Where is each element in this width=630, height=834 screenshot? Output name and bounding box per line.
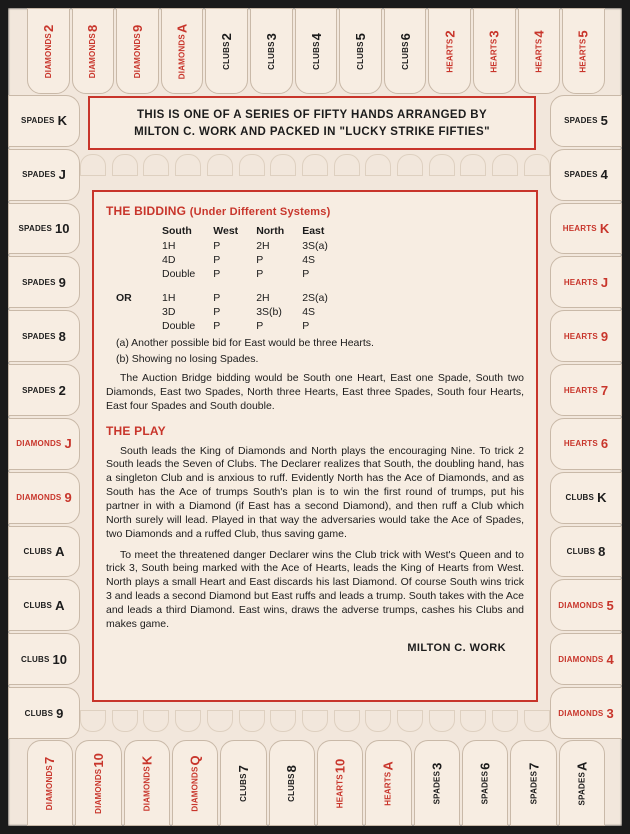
scallop-notch — [239, 154, 265, 176]
card-tab[interactable] — [428, 8, 471, 94]
card-tab[interactable] — [462, 740, 508, 826]
bidding-cell-south: Double — [162, 320, 196, 332]
tab-rank-label: 5 — [576, 29, 592, 38]
tab-rank-label: Q — [187, 754, 203, 765]
card-tab[interactable] — [384, 8, 427, 94]
bidding-or-col-header — [114, 224, 160, 239]
bidding-header-row — [114, 224, 344, 239]
tab-rank-label: 4 — [531, 29, 547, 38]
bridge-hand-card — [8, 8, 622, 826]
scallop-notch — [334, 710, 360, 732]
bidding-cell-north: P — [256, 320, 264, 332]
bidding-or-cell: OR — [116, 292, 132, 304]
tab-suit-label: CLUBS — [238, 772, 248, 802]
card-tab[interactable] — [559, 740, 605, 826]
tab-suit-label: CLUBS — [266, 40, 276, 70]
tab-suit-label: CLUBS — [23, 600, 53, 610]
scallop-notch — [302, 710, 328, 732]
card-tab[interactable] — [8, 95, 80, 147]
card-tab[interactable] — [8, 310, 80, 362]
bidding-cell-west: P — [213, 306, 221, 318]
tab-rank-label: 8 — [58, 328, 66, 344]
card-tab[interactable] — [27, 740, 73, 826]
auction-bridge-paragraph: The Auction Bridge bidding would be South one Heart, East one Spade, South two Diamonds, East two Spades, North three Hearts, East three Spades, South four Hearts, East four Spades and South double. — [106, 372, 524, 412]
bidding-row — [114, 239, 344, 253]
tab-rank-label: 10 — [332, 758, 348, 773]
card-tab[interactable] — [414, 740, 460, 826]
bidding-cell-east: 3S(a) — [302, 240, 328, 252]
scallop-notch — [524, 710, 550, 732]
card-tab[interactable] — [8, 687, 80, 739]
author-signature: MILTON C. WORK — [407, 641, 506, 654]
card-tab[interactable] — [550, 633, 622, 685]
card-tab[interactable] — [550, 472, 622, 524]
tab-rank-label: 9 — [130, 24, 146, 32]
scallop-notch — [365, 710, 391, 732]
bidding-note-b: (b) Showing no losing Spades. — [116, 353, 259, 365]
tab-suit-label: DIAMONDS — [177, 33, 187, 79]
bidding-col-west: West — [213, 225, 239, 237]
tab-column-left — [8, 94, 80, 740]
tab-rank-label: A — [55, 544, 65, 560]
card-tab[interactable] — [124, 740, 170, 826]
bidding-heading — [106, 204, 524, 218]
tab-suit-label: HEARTS — [534, 38, 544, 73]
tab-suit-label: SPADES — [22, 170, 56, 180]
tab-rank-label: J — [58, 167, 66, 183]
tab-suit-label: CLUBS — [400, 40, 410, 70]
card-tab[interactable] — [116, 8, 159, 94]
card-tab[interactable] — [8, 526, 80, 578]
tab-rank-label: 8 — [284, 764, 300, 772]
tab-suit-label: SPADES — [432, 770, 442, 804]
bidding-or-cell — [114, 239, 160, 253]
tab-column-right — [550, 94, 622, 740]
tab-suit-label: SPADES — [577, 771, 587, 805]
tab-rank-label: A — [380, 760, 396, 771]
tab-suit-label: HEARTS — [383, 771, 393, 806]
bidding-col-south: South — [162, 225, 192, 237]
scallop-divider-top — [80, 154, 550, 176]
bidding-row — [114, 253, 344, 267]
bidding-or-cell — [114, 305, 160, 319]
bidding-cell-east: P — [302, 320, 310, 332]
tab-rank-label: 3 — [606, 705, 614, 721]
card-tab[interactable] — [550, 579, 622, 631]
scallop-notch — [302, 154, 328, 176]
scallop-divider-bottom — [80, 710, 550, 732]
tab-suit-label: DIAMONDS — [16, 493, 62, 503]
tab-rank-label: J — [600, 274, 609, 290]
card-inner — [80, 94, 550, 740]
card-tab[interactable] — [550, 364, 622, 416]
card-tab[interactable] — [550, 149, 622, 201]
card-tab[interactable] — [172, 740, 218, 826]
tab-suit-label: SPADES — [528, 770, 538, 804]
bidding-row-spacer — [114, 281, 344, 291]
bidding-cell-west: P — [213, 254, 221, 266]
tab-rank-label: 6 — [397, 32, 413, 40]
card-tab[interactable] — [550, 526, 622, 578]
tab-rank-label: 4 — [600, 167, 608, 183]
tab-suit-label: SPADES — [564, 116, 598, 126]
tab-rank-label: 10 — [52, 651, 68, 667]
play-paragraph-1: South leads the King of Diamonds and North plays the encouraging Nine. To trick 2 South leads the Seven of Clubs. The Declarer realizes that South, the doubling hand, has a singleton Club and is anxious to ruff. Evidently North has the Ace of Diamonds, and as South has the Ace of trumps South's plan is to win the first round of trumps, put his partner in with a Diamond (if East has a second Diamond), and then ruff a Club which North surely will lead. Played in that way the adversaries would take the Ace of Spades, two Diamonds and a ruffed Club, thus saving game. — [106, 444, 524, 540]
tab-rank-label: 4 — [606, 651, 614, 667]
card-tab[interactable] — [550, 95, 622, 147]
bidding-cell-south: 3D — [162, 306, 176, 318]
tab-suit-label: HEARTS — [489, 38, 499, 73]
tab-suit-label: SPADES — [22, 331, 56, 341]
spacer-cell — [114, 281, 344, 291]
card-tab[interactable] — [8, 579, 80, 631]
tab-suit-label: DIAMONDS — [190, 765, 200, 812]
card-tab[interactable] — [562, 8, 605, 94]
bidding-cell-north: P — [256, 268, 264, 280]
scallop-notch — [239, 710, 265, 732]
tab-suit-label: CLUBS — [311, 40, 321, 70]
card-tab[interactable] — [550, 310, 622, 362]
tab-suit-label: CLUBS — [565, 493, 595, 503]
card-tab[interactable] — [365, 740, 411, 826]
tab-rank-label: 5 — [353, 32, 369, 40]
tab-rank-label: 5 — [606, 597, 614, 613]
tab-suit-label: HEARTS — [335, 773, 345, 808]
tab-rank-label: A — [55, 597, 65, 613]
card-tab[interactable] — [27, 8, 70, 94]
tab-rank-label: 2 — [58, 382, 66, 398]
bidding-cell-south: 1H — [162, 240, 176, 252]
tab-suit-label: CLUBS — [24, 708, 54, 718]
scallop-notch — [207, 710, 233, 732]
tab-rank-label: 9 — [600, 328, 609, 344]
tab-suit-label: SPADES — [18, 224, 53, 234]
tab-suit-label: SPADES — [21, 116, 55, 126]
card-tab[interactable] — [205, 8, 248, 94]
bidding-cell-south: 4D — [162, 254, 176, 266]
tab-rank-label: A — [574, 761, 590, 771]
scallop-notch — [143, 154, 169, 176]
play-paragraph-2: To meet the threatened danger Declarer wins the Club trick with West's Queen and to trick 3, South being marked with the Ace of Hearts, leads the King of Hearts from West. North plays a small Heart and East discards his last Diamond. Of course South wins trick 3 and leads a second Diamond but East ruffs and leads a trump. South takes with the Ace and leads a third Diamond. East wins, draws the adverse trumps, cashes his Clubs and makes game. — [106, 548, 524, 630]
tab-rank-label: 3 — [429, 762, 445, 770]
tab-suit-label: CLUBS — [23, 547, 53, 557]
tab-rank-label: 7 — [42, 756, 58, 764]
card-tab[interactable] — [510, 740, 556, 826]
bidding-cell-east: 4S — [302, 306, 316, 318]
tab-suit-label: DIAMONDS — [16, 439, 62, 449]
tab-suit-label: HEARTS — [579, 38, 589, 73]
tab-suit-label: DIAMONDS — [558, 708, 604, 718]
tab-rank-label: 8 — [598, 544, 606, 560]
tab-rank-label: 5 — [600, 113, 608, 129]
bidding-cell-south: 1H — [162, 292, 176, 304]
bidding-or-cell — [114, 267, 160, 281]
play-heading: THE PLAY — [106, 423, 166, 438]
bidding-row — [114, 291, 344, 305]
bidding-or-cell — [114, 319, 160, 333]
scallop-notch — [334, 154, 360, 176]
scallop-notch — [112, 710, 138, 732]
card-tab[interactable] — [8, 203, 80, 255]
tab-suit-label: CLUBS — [222, 40, 232, 70]
tab-suit-label: SPADES — [480, 770, 490, 804]
tab-suit-label: DIAMONDS — [94, 768, 103, 814]
card-tab[interactable] — [8, 472, 80, 524]
tab-rank-label: 3 — [486, 29, 502, 38]
tab-rank-label: J — [64, 436, 72, 452]
tab-rank-label: 7 — [235, 764, 251, 772]
card-tab[interactable] — [8, 149, 80, 201]
tab-suit-label: DIAMONDS — [88, 32, 98, 78]
scallop-notch — [429, 154, 455, 176]
tab-rank-label: 9 — [56, 705, 64, 721]
scallop-notch — [143, 710, 169, 732]
scallop-notch — [492, 154, 518, 176]
tab-rank-label: 10 — [55, 221, 70, 237]
scallop-notch — [397, 710, 423, 732]
tab-suit-label: HEARTS — [562, 224, 597, 234]
tab-rank-label: 4 — [308, 32, 324, 40]
bidding-or-cell — [114, 253, 160, 267]
tab-rank-label: 9 — [64, 490, 72, 506]
bidding-row — [114, 319, 344, 333]
card-tab[interactable] — [161, 8, 204, 94]
tab-rank-label: 10 — [91, 752, 106, 768]
tab-suit-label: HEARTS — [445, 38, 455, 73]
card-tab[interactable] — [220, 740, 266, 826]
tab-rank-label: 9 — [58, 274, 66, 290]
tab-suit-label: HEARTS — [563, 277, 598, 287]
bidding-cell-east: P — [302, 268, 310, 280]
tab-suit-label: HEARTS — [563, 439, 598, 449]
card-tab[interactable] — [8, 256, 80, 308]
bidding-cell-north: P — [256, 254, 264, 266]
tab-suit-label: SPADES — [564, 170, 598, 180]
card-tab[interactable] — [269, 740, 315, 826]
bidding-note-a: (a) Another possible bid for East would be three Hearts. — [116, 337, 374, 349]
banner-line-1: THIS IS ONE OF A SERIES OF FIFTY HANDS ARRANGED BY — [136, 109, 488, 121]
tab-suit-label: DIAMONDS — [558, 600, 604, 610]
bidding-cell-west: P — [213, 268, 221, 280]
tab-rank-label: K — [139, 755, 155, 765]
scallop-notch — [460, 710, 486, 732]
scallop-notch — [492, 710, 518, 732]
tab-rank-label: 7 — [525, 762, 541, 770]
tab-rank-label: 8 — [85, 24, 101, 32]
bidding-row — [114, 267, 344, 281]
series-banner — [88, 96, 536, 150]
card-tab[interactable] — [250, 8, 293, 94]
tab-rank-label: A — [174, 23, 190, 33]
card-tab[interactable] — [75, 740, 121, 826]
scallop-notch — [175, 154, 201, 176]
bidding-cell-north: 2H — [256, 292, 270, 304]
scallop-notch — [270, 154, 296, 176]
bidding-col-east: East — [302, 225, 325, 237]
tab-suit-label: CLUBS — [20, 654, 50, 664]
bidding-heading-text: THE BIDDING — [106, 204, 187, 218]
tab-rank-label: 2 — [442, 29, 458, 38]
tab-suit-label: SPADES — [22, 385, 56, 395]
card-tab[interactable] — [8, 364, 80, 416]
scallop-notch — [80, 154, 106, 176]
card-tab[interactable] — [8, 418, 80, 470]
bidding-cell-north: 3S(b) — [256, 306, 282, 318]
tab-rank-label: 3 — [263, 32, 279, 40]
scallop-notch — [524, 154, 550, 176]
tab-suit-label: DIAMONDS — [45, 764, 55, 810]
tab-suit-label: HEARTS — [563, 331, 598, 341]
bidding-row — [114, 305, 344, 319]
bidding-cell-east: 4S — [302, 254, 316, 266]
scallop-notch — [112, 154, 138, 176]
tab-rank-label: 2 — [219, 32, 235, 40]
banner-line-2: MILTON C. WORK AND PACKED IN "LUCKY STRIKE FIFTIES" — [134, 125, 490, 138]
tab-rank-label: 6 — [600, 436, 609, 452]
card-tab[interactable] — [550, 687, 622, 739]
tab-row-top — [26, 8, 606, 94]
tab-suit-label: CLUBS — [287, 772, 297, 802]
tab-suit-label: DIAMONDS — [43, 32, 53, 78]
tab-row-bottom — [26, 740, 606, 826]
tab-suit-label: SPADES — [22, 277, 56, 287]
hand-analysis-panel — [92, 190, 538, 702]
tab-rank-label: 6 — [477, 762, 493, 770]
scallop-notch — [365, 154, 391, 176]
tab-suit-label: DIAMONDS — [133, 32, 143, 78]
scallop-notch — [80, 710, 106, 732]
scallop-notch — [175, 710, 201, 732]
tab-rank-label: 7 — [600, 382, 609, 398]
bidding-cell-west: P — [213, 240, 221, 252]
card-tab[interactable] — [295, 8, 338, 94]
card-tab[interactable] — [550, 203, 622, 255]
card-tab[interactable] — [518, 8, 561, 94]
scallop-notch — [270, 710, 296, 732]
bidding-col-north: North — [256, 225, 285, 237]
tab-suit-label: CLUBS — [356, 40, 366, 70]
tab-suit-label: DIAMONDS — [142, 765, 152, 811]
scallop-notch — [429, 710, 455, 732]
card-tab[interactable] — [550, 418, 622, 470]
card-tab[interactable] — [550, 256, 622, 308]
bidding-cell-west: P — [213, 292, 221, 304]
tab-rank-label: K — [597, 490, 607, 506]
tab-rank-label: 2 — [40, 24, 56, 32]
tab-suit-label: HEARTS — [563, 385, 598, 395]
tab-suit-label: DIAMONDS — [558, 654, 604, 664]
scallop-notch — [207, 154, 233, 176]
bidding-heading-sub: (Under Different Systems) — [189, 206, 331, 218]
scallop-notch — [460, 154, 486, 176]
bidding-cell-east: 2S(a) — [302, 292, 328, 304]
tab-rank-label: K — [57, 113, 67, 129]
bidding-cell-west: P — [213, 320, 221, 332]
bidding-cell-north: 2H — [256, 240, 270, 252]
tab-suit-label: CLUBS — [566, 547, 596, 557]
tab-rank-label: K — [599, 221, 610, 237]
card-tab[interactable] — [317, 740, 363, 826]
card-tab[interactable] — [72, 8, 115, 94]
bidding-cell-south: Double — [162, 268, 196, 280]
bidding-table — [114, 224, 344, 333]
card-tab[interactable] — [339, 8, 382, 94]
card-tab[interactable] — [473, 8, 516, 94]
card-tab[interactable] — [8, 633, 80, 685]
scallop-notch — [397, 154, 423, 176]
